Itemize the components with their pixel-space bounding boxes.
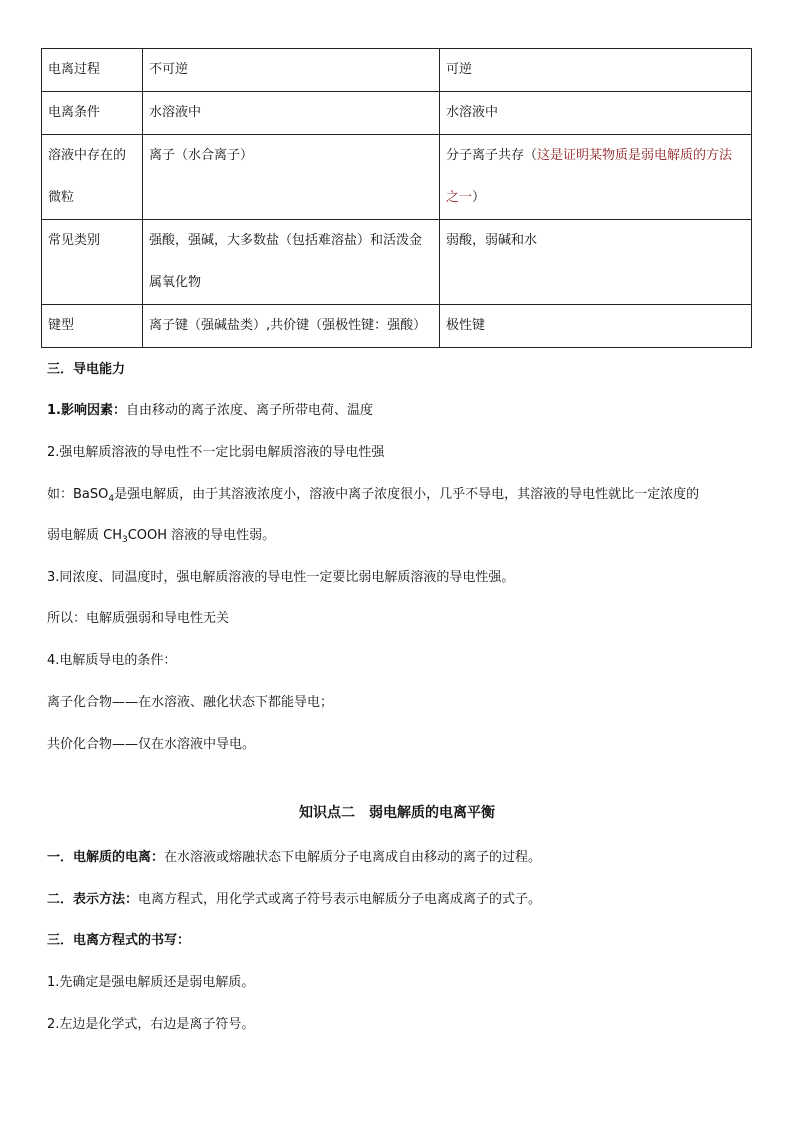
paragraph: 离子化合物——在水溶液、融化状态下都能导电； <box>47 695 334 710</box>
paragraph <box>47 846 541 865</box>
para-lead: 二．表示方法： <box>47 892 139 907</box>
paragraph: 1.先确定是强电解质还是弱电解质。 <box>47 975 255 990</box>
para-text: 在水溶液或熔融状态下电解质分子电离成自由移动的离子的过程。 <box>164 850 542 865</box>
paragraph <box>47 483 699 504</box>
para-text: 如：BaSO <box>47 487 109 502</box>
table-row <box>42 49 752 92</box>
paren-open: （ <box>524 148 538 163</box>
weak-text: 分子离子共存 <box>446 148 525 163</box>
paragraph: 3.同浓度、同温度时，强电解质溶液的导电性一定要比弱电解质溶液的导电性强。 <box>47 570 515 585</box>
paragraph <box>47 524 275 545</box>
knowledge-point-title: 知识点二 弱电解质的电离平衡 <box>299 805 495 821</box>
highlight-note: 这是证明某物质是弱电解质的方法之一 <box>446 148 733 205</box>
paragraph: 所以：电解质强弱和导电性无关 <box>47 611 230 626</box>
paren-close: ） <box>472 190 486 205</box>
row-label: 电离条件 <box>42 92 143 135</box>
weak-cell: 可逆 <box>440 49 752 92</box>
row-label: 电离过程 <box>42 49 143 92</box>
subscript: 4 <box>108 494 115 504</box>
section-heading: 三．电离方程式的书写： <box>47 933 191 948</box>
table-row <box>42 92 752 135</box>
paragraph: 4.电解质导电的条件： <box>47 653 177 668</box>
strong-cell: 离子键（强碱盐类）,共价键（强极性键：强酸） <box>143 305 440 348</box>
table-row <box>42 135 752 220</box>
paragraph <box>47 888 541 907</box>
row-label: 键型 <box>42 305 143 348</box>
para-text: 是强电解质，由于其溶液浓度小，溶液中离子浓度很小，几乎不导电，其溶液的导电性就比一定浓度的 <box>114 487 700 502</box>
row-label: 溶液中存在的微粒 <box>42 135 143 220</box>
section-heading: 三．导电能力 <box>47 362 126 377</box>
table-row <box>42 220 752 305</box>
para-text: 弱电解质 CH <box>47 528 122 543</box>
table-row <box>42 305 752 348</box>
paragraph: 2.强电解质溶液的导电性不一定比弱电解质溶液的导电性强 <box>47 445 385 460</box>
para-text: 自由移动的离子浓度、离子所带电荷、温度 <box>125 403 373 418</box>
para-lead: 1.影响因素： <box>47 403 126 418</box>
strong-cell: 不可逆 <box>143 49 440 92</box>
paragraph: 2.左边是化学式，右边是离子符号。 <box>47 1017 255 1032</box>
strong-cell: 水溶液中 <box>143 92 440 135</box>
para-text: COOH 溶液的导电性弱。 <box>127 528 276 543</box>
paragraph: 共价化合物——仅在水溶液中导电。 <box>47 737 256 752</box>
row-label: 常见类别 <box>42 220 143 305</box>
weak-cell: 极性键 <box>440 305 752 348</box>
weak-cell: 水溶液中 <box>440 92 752 135</box>
strong-cell: 强酸，强碱，大多数盐（包括难溶盐）和活泼金属氧化物 <box>143 220 440 305</box>
strong-cell: 离子（水合离子） <box>143 135 440 220</box>
subscript: 3 <box>122 535 128 545</box>
weak-cell: 弱酸，弱碱和水 <box>440 220 752 305</box>
comparison-table <box>41 48 752 348</box>
para-lead: 一．电解质的电离： <box>47 850 165 865</box>
para-text: 电离方程式，用化学式或离子符号表示电解质分子电离成离子的式子。 <box>138 892 542 907</box>
weak-cell <box>440 135 752 220</box>
paragraph <box>47 399 373 418</box>
